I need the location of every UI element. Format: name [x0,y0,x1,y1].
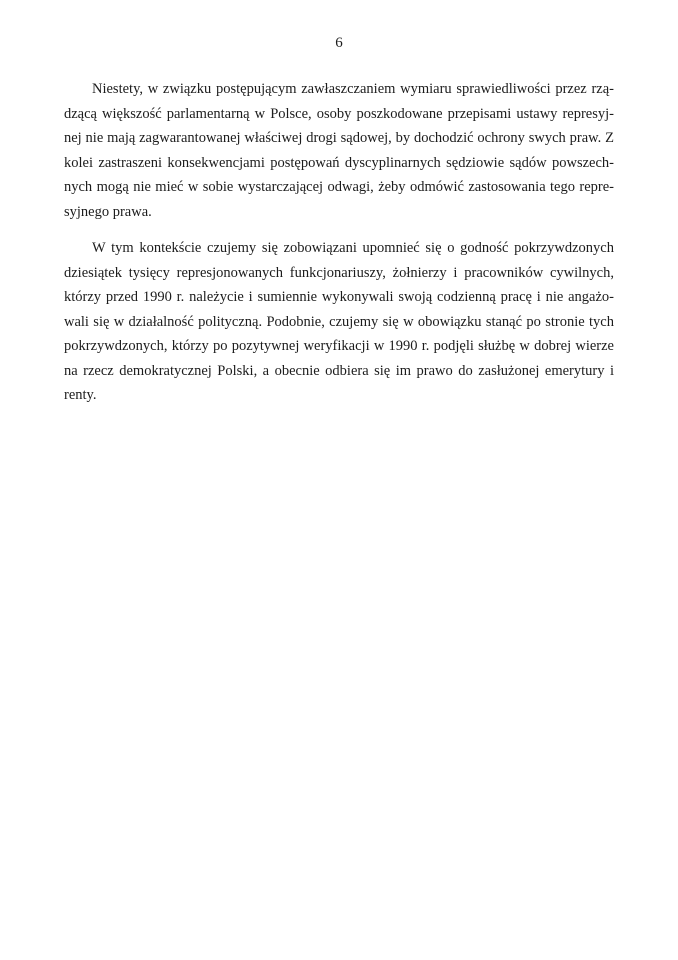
text-line: nej nie mają zagwarantowanej właściwej drogi sądowej, by dochodzić ochrony swych praw. Z [64,130,614,146]
paragraph [64,236,614,408]
text-line: W tym kontekście czujemy się zobowiązani upomnieć się o godność pokrzywdzonych [92,240,614,256]
paragraph [64,77,614,224]
text-line: wali się w działalność polityczną. Podobnie, czujemy się w obowiązku stanąć po stronie tych [64,313,614,330]
text-line: pokrzywdzonych, którzy po pozytywnej weryfikacji w 1990 r. podjęli służbę w dobrej wierze [64,338,614,354]
text-line: którzy przed 1990 r. należycie i sumiennie wykonywali swoją codzienną pracę i nie angażo- [64,289,614,305]
text-line: dzącą większość parlamentarną w Polsce, osoby poszkodowane przepisami ustawy represyj- [64,105,614,122]
document-body [64,77,614,408]
text-line: renty. [64,387,97,403]
text-line: kolei zastraszeni konsekwencjami postępowań dyscyplinarnych sędziowie sądów powszech- [64,154,614,171]
text-line: dziesiątek tysięcy represjonowanych funkcjonariuszy, żołnierzy i pracowników cywilnych, [64,264,614,281]
text-line: na rzecz demokratycznej Polski, a obecnie odbiera się im prawo do zasłużonej emerytury i [64,362,614,379]
text-line: Niestety, w związku postępującym zawłaszczaniem wymiaru sprawiedliwości przez rzą- [92,81,614,97]
text-line: nych mogą nie mieć w sobie wystarczającej odwagi, żeby odmówić zastosowania tego repre- [64,179,614,195]
page-number: 6 [335,35,343,51]
text-line: syjnego prawa. [64,203,152,220]
